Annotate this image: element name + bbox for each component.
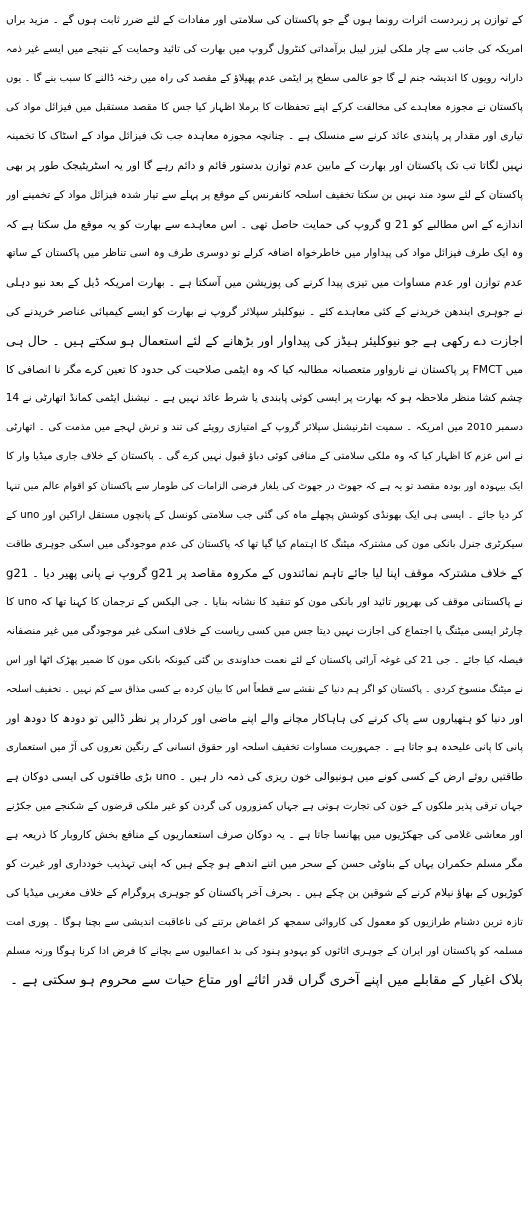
text-line: عدم توازن اور عدم مساوات میں تیزی پیدا کرنے کی پوزیشن میں آسکتا ہے ۔ بھارت امریکہ ڈیل کے بعد نیو دہلی: [6, 275, 523, 289]
text-line: دسمبر 2010 میں امریکہ ۔ سمیت انٹرنیشنل سپلائر گروپ کے امتیازی رویئے کی تند و ترش لہجے میں مذمت کی ۔ اتھارٹی: [6, 422, 523, 434]
text-line: نے اس عزم کا اظہار کیا کہ وہ ملکی سلامتی کے منافی کوئی دباؤ قبول نہیں کرے گی ۔ پاکستان کے خلاف جاری میڈیا وار کا: [6, 451, 523, 463]
text-line: ایک بیہودہ اور بودہ مقصد تو یہ ہے کہ جھوٹ در جھوٹ کی یلغار فرضی الزامات کی طومار سے پاکستان کو اقوام عالم میں تنہا: [6, 480, 523, 492]
text-line: پاکستان نے مجوزہ معاہدے کی مخالفت کرکے اپنے تحفظات کا برملا اظہار کیا جس کا مقصد مستقبل میں فیزائل مواد کی: [6, 102, 523, 114]
text-line: اندازے کے اس مطالبے کو 21 g گروپ کی حمایت حاصل تھی ۔ اس معاہدے سے بھارت کو یہ موقع مل سکتا ہے کہ: [6, 217, 523, 231]
text-line: کر دیا جائے ۔ ایسی ہی ایک بھونڈی کوشش پچھلے ماہ کی گئی جب سلامتی کونسل کے پانچوں مستقل اراکین اور uno کے: [6, 509, 523, 521]
text-line: نے میٹنگ منسوخ کردی ۔ پاکستان کو اگر ہم دنیا کے نقشے سے قطعاً اس کا بیان کردہ بے کسی مذاق سے کم نہیں ۔ تخفیف اسلحہ: [6, 684, 523, 696]
text-line: نے جوہری ایندھن خریدنے کے کئی معاہدے کئے ۔ نیوکلیئر سپلائر گروپ نے بھارت کو ایسے کیمیائی عناصر خریدنے کی: [6, 304, 523, 318]
text-line: جہاں ترقی پذیر ملکوں کے خون کی تجارت ہوتی ہے جہاں کمزوروں کی گردن کو غیر ملکی قرضوں کے شکنجے میں جکڑنے: [6, 800, 523, 812]
text-line: فیصلہ کیا جائے ۔ جی 21 کی غوغہ آرائی پاکستان کے لئے نعمت خداوندی بن گئی کیونکہ بانکی مون کا ضمیر پھڑک اٹھا اور اس: [6, 655, 523, 667]
text-line: کوڑیوں کے بھاؤ نیلام کرنے کے شوقین بن چکے ہیں ۔ بحرف آخر پاکستان کو جوہری پروگرام کے خلاف مغربی میڈیا کی: [6, 886, 523, 899]
text-line: کے خلاف مشترکہ موقف اپنا لیا جائے تاہم نمائندوں کے مکروہ مقاصد پر g21 گروپ نے پانی پھیر دیا ۔ g21: [6, 565, 523, 580]
text-line: اور معاشی غلامی کی جھکڑیوں میں پھانسا جاتا ہے ۔ یہ دوکان صرف استعماریوں کے منافع بخش کاروبار کا ذریعہ ہے: [6, 828, 523, 841]
text-line: تازہ ترین دشنام طرازیوں کو معمول کی کاروائی سمجھ کر اغماض برتنے کی ناعاقبت اندیشی سے بچنا ہوگا ۔ پوری امت: [6, 916, 523, 928]
text-line: سیکرٹری جنرل بانکی مون کی مشترکہ میٹنگ کا اہتمام کیا گیا تھا کہ پاکستان کی عدم موجودگی میں اسکی جوہری طاقت: [6, 538, 523, 550]
text-line-last: بلاک اغیار کے مقابلے میں اپنے آخری گراں قدر اثاثے اور متاع حیات سے محروم ہو سکتی ہے ۔: [10, 973, 523, 989]
text-line: میں FMCT پر پاکستان نے نارواور متعصبانہ مطالبہ کیا کہ وہ ایٹمی صلاحیت کی حدود کا تعین کرے مگر نا انصافی کا: [6, 363, 523, 377]
article-text: [6, 6, 523, 1203]
text-line: نہیں لگاتا تب تک پاکستان اور بھارت کے مابین عدم توازن بدستور قائم و دائم رہے گا اور یہ اسٹریٹیجک طور پر بھی: [6, 159, 523, 173]
text-line: امریکہ کی جانب سے چار ملکی لیزر لیبل برآمداتی کنٹرول گروپ میں بھارت کی تائید وحمایت کے نتیجے میں ایسے غیر ذمہ: [6, 44, 523, 56]
text-line: مسلمہ کو پاکستان اور ایران کے جوہری اثاثوں کو یہودو ہنود کی بد اعمالیوں سے بچانے کا فرض ادا کرنا ہوگا ورنہ مسلم: [6, 946, 523, 957]
text-line: چارٹر ایسی میٹنگ یا اجتماع کی اجازت نہیں دیتا جس میں کسی ریاست کے خلاف اسکی غیر موجودگی میں غیر منصفانہ: [6, 624, 523, 637]
text-line: طاقتیں روئے ارض کے کسی کونے میں ہونیوالی خون ریزی کی ذمہ دار ہیں ۔ uno بڑی طاقتوں کی ایسی دوکان ہے: [6, 770, 523, 784]
text-line: وہ ایک طرف فیزائل مواد کی پیداوار میں خاطرخواہ اضافہ کرلے تو دوسری طرف وہ اسی تناظر میں پاکستان کے ساتھ: [6, 246, 523, 259]
text-line: چشم کشا منظر ملاحظہ ہو کہ بھارت پر ایسی کوئی پابندی یا شرط عائد نہیں ہے ۔ نیشنل ایٹمی کمانڈ اتھارٹی نے 14: [6, 392, 523, 405]
text-line: پانی کا پانی علیحدہ ہو جاتا ہے ۔ جمہوریت مساوات تخفیف اسلحہ اور حقوق انسانی کے رنگین نعروں کی آڑ میں استعماری: [6, 742, 523, 754]
text-line: دارانہ رویوں کا اندیشہ جنم لے گا جو عالمی سطح پر ایٹمی عدم پھیلاؤ کے مقصد کی راہ میں رخنہ ڈالنے کا سبب بنے گا ۔ یوں: [6, 73, 523, 85]
text-line: تیاری اور مقدار پر پابندی عائد کرنے سے منسلک ہے ۔ چنانچہ مجوزہ معاہدہ جب تک فیزائل مواد کے اسٹاک کا تخمینہ: [6, 130, 523, 143]
text-line: پاکستان کے لئے سود مند نہیں بن سکتا تخفیف اسلحہ کانفرنس کے موقع پر پہلے سے تیار شدہ فیزائل مواد کے تخمینے اور: [6, 188, 523, 201]
text-line: کے توازن پر زبردست اثرات رونما ہوں گے جو پاکستان کی سلامتی اور مفادات کے لئے ضرر ثابت ہوں گے ۔ مزید براں: [6, 14, 523, 26]
text-line: اجازت دے رکھی ہے جو نیوکلیئر ہیڈز کی پیداوار اور بڑھانے کے لئے استعمال ہو سکتے ہیں ۔ حال ہی: [6, 333, 523, 349]
text-line: مگر مسلم حکمران یہاں کے بناوٹی حسن کے سحر میں اتنے اندھے ہو چکے ہیں کہ اپنی تہذیب خودداری اور غیرت کو: [6, 857, 523, 870]
text-line: اور دنیا کو ہتھیاروں سے پاک کرنے کی ہاہاکار مچانے والے اپنے ماضی اور کردار پر نظر ڈالیں تو دودھ کا دودھ اور: [6, 712, 523, 726]
text-line: نے پاکستانی موقف کی بھرپور تائید اور بانکی مون کو تنقید کا نشانہ بنایا ۔ جی الیکس کے ترجمان کا کہنا تھا کہ uno کا: [6, 595, 523, 608]
